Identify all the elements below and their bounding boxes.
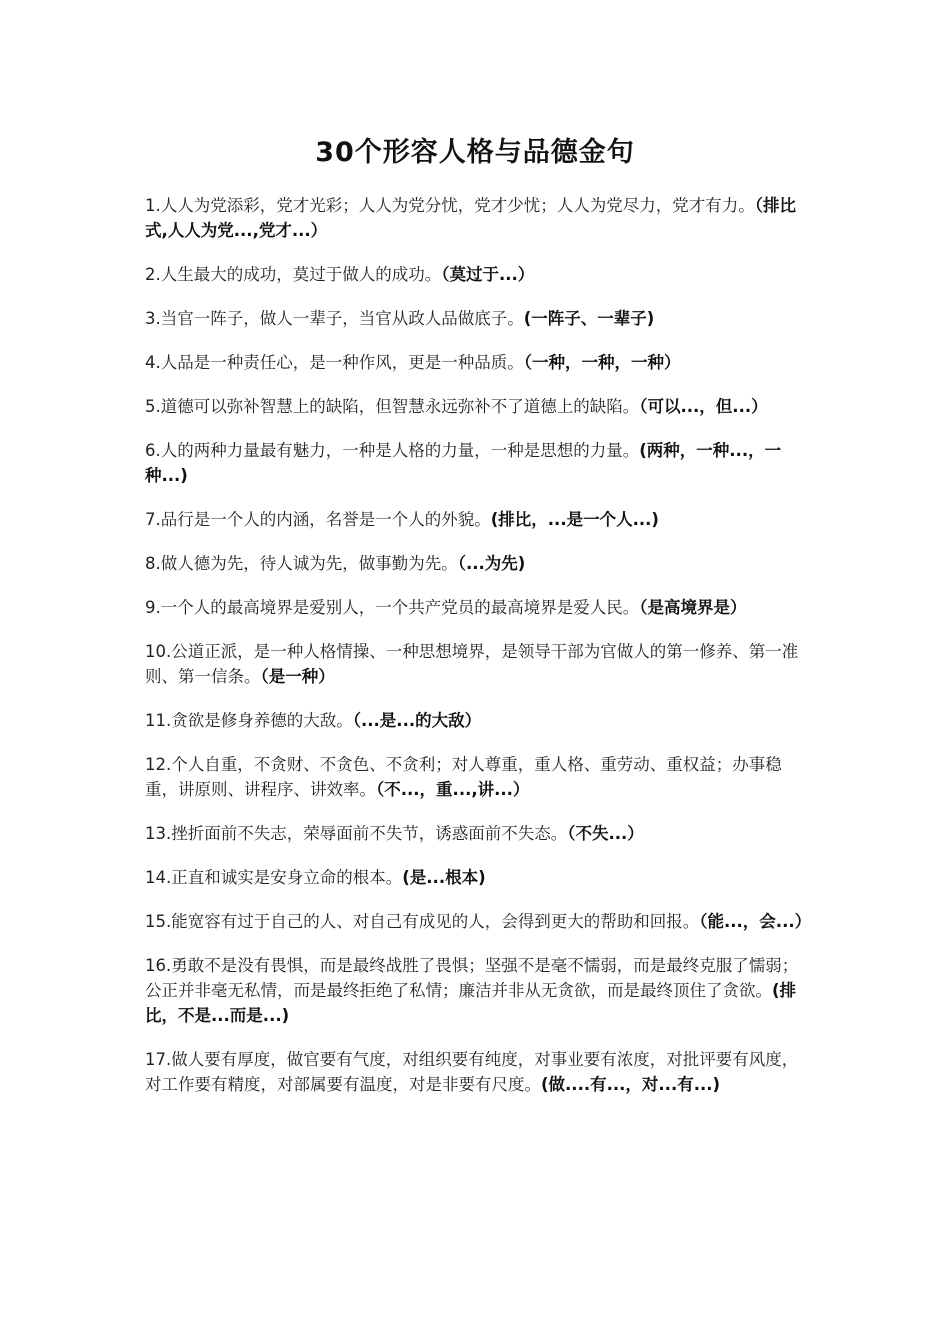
item-note: （不...，重...,讲...） xyxy=(376,780,530,799)
list-item xyxy=(145,639,813,689)
list-item xyxy=(145,595,813,620)
item-note: (是...根本) xyxy=(402,868,486,887)
item-text: 正直和诚实是安身立命的根本。 xyxy=(171,868,403,887)
item-text: 人生最大的成功，莫过于做人的成功。 xyxy=(160,265,442,284)
list-item xyxy=(145,350,813,375)
item-note: （一种，一种，一种） xyxy=(523,353,681,372)
item-number: 10. xyxy=(145,642,172,661)
item-note: (排比，...是一个人...) xyxy=(490,510,659,529)
list-item xyxy=(145,394,813,419)
item-number: 7. xyxy=(145,510,161,529)
list-item xyxy=(145,865,813,890)
item-number: 4. xyxy=(145,353,161,372)
item-text: 道德可以弥补智慧上的缺陷，但智慧永远弥补不了道德上的缺陷。 xyxy=(160,397,640,416)
item-note: (两种，一种...，一种...) xyxy=(145,441,782,485)
list-item xyxy=(145,551,813,576)
item-text: 品行是一个人的内涵，名誉是一个人的外貌。 xyxy=(160,510,491,529)
item-number: 9. xyxy=(145,598,161,617)
item-number: 2. xyxy=(145,265,161,284)
item-number: 3. xyxy=(145,309,161,328)
item-note: （...是...的大敌） xyxy=(352,711,482,730)
item-text: 贪欲是修身养德的大敌。 xyxy=(171,711,353,730)
list-item xyxy=(145,1047,813,1097)
item-note: （莫过于...） xyxy=(441,265,535,284)
item-number: 15. xyxy=(145,912,172,931)
item-number: 5. xyxy=(145,397,161,416)
document-title: 30个形容人格与品德金句 xyxy=(315,137,635,168)
item-text: 人的两种力量最有魅力，一种是人格的力量，一种是思想的力量。 xyxy=(160,441,640,460)
list-item xyxy=(145,507,813,532)
item-number: 14. xyxy=(145,868,172,887)
list-item xyxy=(145,953,813,1028)
item-number: 1. xyxy=(145,196,161,215)
item-note: （不失...） xyxy=(567,824,644,843)
item-text: 能宽容有过于自己的人、对自己有成见的人，会得到更大的帮助和回报。 xyxy=(171,912,700,931)
list-item xyxy=(145,306,813,331)
item-text: 勇敢不是没有畏惧，而是最终战胜了畏惧；坚强不是毫不懦弱，而是最终克服了懦弱；公正并非毫无私情，而是最终拒绝了私情；廉洁并非从无贪欲，而是最终顶住了贪欲。 xyxy=(145,956,799,1000)
item-text: 公道正派，是一种人格情操、一种思想境界，是领导干部为官做人的第一修养、第一准则、第一信条。 xyxy=(145,642,799,686)
item-number: 6. xyxy=(145,441,161,460)
list-item xyxy=(145,262,813,287)
item-text: 个人自重，不贪财、不贪色、不贪利；对人尊重，重人格、重劳动、重权益；办事稳重，讲原则、讲程序、讲效率。 xyxy=(145,755,782,799)
item-text: 人品是一种责任心，是一种作风，更是一种品质。 xyxy=(160,353,524,372)
item-text: 做人要有厚度，做官要有气度，对组织要有纯度，对事业要有浓度，对批评要有风度，对工作要有精度，对部属要有温度，对是非要有尺度。 xyxy=(145,1050,799,1094)
item-number: 17. xyxy=(145,1050,172,1069)
item-note: （是高境界是） xyxy=(639,598,747,617)
item-text: 做人德为先，待人诚为先，做事勤为先。 xyxy=(160,554,458,573)
item-text: 人人为党添彩，党才光彩；人人为党分忧，党才少忧；人人为党尽力，党才有力。 xyxy=(160,196,755,215)
item-text: 一个人的最高境界是爱别人，一个共产党员的最高境界是爱人民。 xyxy=(160,598,640,617)
list-item xyxy=(145,438,813,488)
item-note: (做....有...，对...有...) xyxy=(541,1075,721,1094)
list-item xyxy=(145,752,813,802)
list-item xyxy=(145,821,813,846)
item-number: 8. xyxy=(145,554,161,573)
item-note: (排比，不是...而是...) xyxy=(145,981,797,1025)
list-item xyxy=(145,193,813,243)
item-number: 11. xyxy=(145,711,172,730)
quote-list xyxy=(145,193,813,1116)
item-note: （可以...，但...） xyxy=(639,397,768,416)
list-item xyxy=(145,909,813,934)
item-note: (一阵子、一辈子) xyxy=(523,309,655,328)
item-text: 挫折面前不失志，荣辱面前不失节，诱惑面前不失态。 xyxy=(171,824,568,843)
item-note: （排比式,人人为党...,党才...） xyxy=(145,196,796,240)
item-note: （能...，会...） xyxy=(699,912,812,931)
item-note: （...为先) xyxy=(457,554,526,573)
item-number: 16. xyxy=(145,956,172,975)
item-text: 当官一阵子，做人一辈子，当官从政人品做底子。 xyxy=(160,309,524,328)
item-note: （是一种） xyxy=(260,667,335,686)
item-number: 12. xyxy=(145,755,172,774)
list-item xyxy=(145,708,813,733)
item-number: 13. xyxy=(145,824,172,843)
